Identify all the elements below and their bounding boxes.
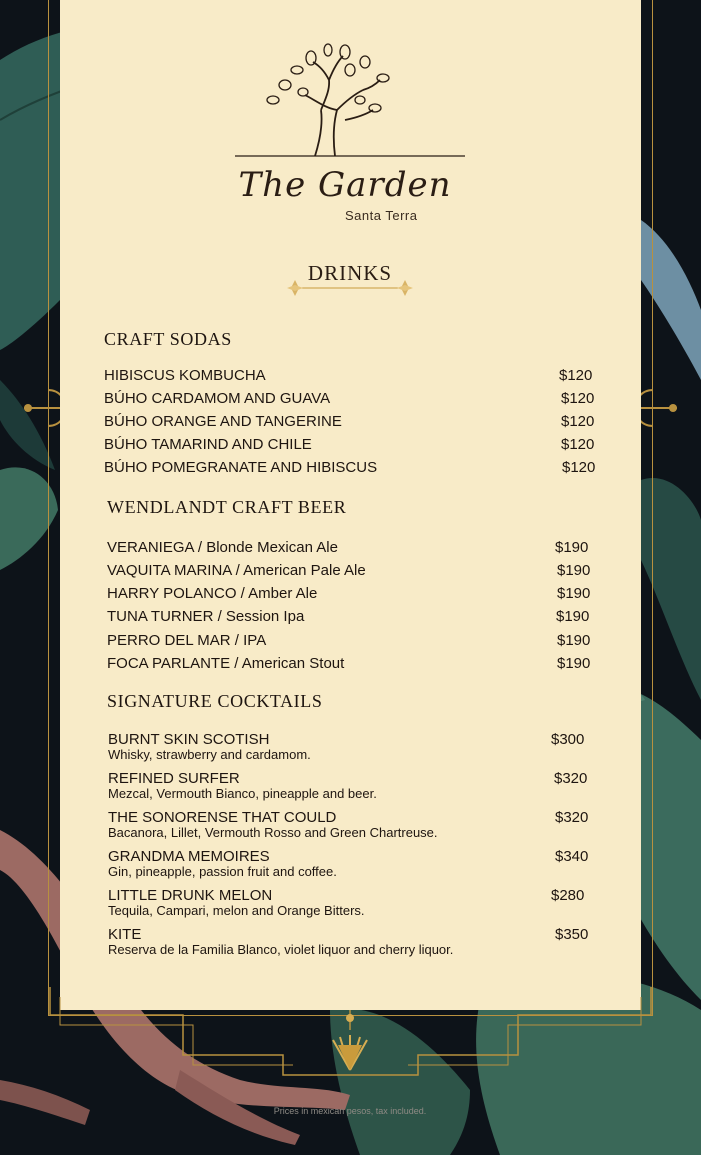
item-name: THE SONORENSE THAT COULD: [108, 809, 337, 826]
brand-subtitle: Santa Terra: [345, 208, 418, 223]
title-underline-ornament: [285, 278, 415, 300]
item-description: Gin, pineapple, passion fruit and coffee.: [108, 864, 337, 879]
item-name: BÚHO ORANGE AND TANGERINE: [104, 413, 342, 430]
item-name: TUNA TURNER / Session Ipa: [107, 608, 305, 625]
section-title: WENDLANDT CRAFT BEER: [107, 497, 347, 517]
item-price: $350: [555, 926, 589, 943]
section-title: CRAFT SODAS: [104, 329, 232, 349]
item-description: Whisky, strawberry and cardamom.: [108, 747, 311, 762]
menu-title: DRINKS: [307, 261, 393, 285]
item-name: KITE: [108, 926, 142, 943]
item-name: BÚHO POMEGRANATE AND HIBISCUS: [104, 459, 378, 476]
item-description: Bacanora, Lillet, Vermouth Rosso and Green Chartreuse.: [108, 825, 438, 840]
item-name: LITTLE DRUNK MELON: [108, 887, 273, 904]
section-title: SIGNATURE COCKTAILS: [107, 691, 323, 711]
item-description: Mezcal, Vermouth Bianco, pineapple and beer.: [108, 786, 377, 801]
item-price: $120: [561, 436, 595, 453]
item-name: HIBISCUS KOMBUCHA: [104, 367, 266, 384]
item-description: Reserva de la Familia Blanco, violet liquor and cherry liquor.: [108, 942, 454, 957]
item-price: $120: [559, 367, 593, 384]
tree-logo-icon: [225, 40, 475, 170]
item-price: $300: [551, 731, 585, 748]
brand-name: The Garden: [238, 165, 452, 205]
item-price: $190: [557, 562, 591, 579]
item-price: $320: [555, 809, 589, 826]
item-price: $320: [554, 770, 588, 787]
footer-note: Prices in mexican pesos, tax included.: [273, 1106, 427, 1116]
item-name: BÚHO CARDAMOM AND GUAVA: [104, 390, 331, 407]
item-description: Tequila, Campari, melon and Orange Bitters.: [108, 903, 365, 918]
item-price: $190: [557, 655, 591, 672]
item-price: $190: [557, 632, 591, 649]
item-name: PERRO DEL MAR / IPA: [107, 632, 267, 649]
item-price: $190: [557, 585, 591, 602]
item-name: REFINED SURFER: [108, 770, 240, 787]
item-price: $120: [561, 413, 595, 430]
item-name: GRANDMA MEMOIRES: [108, 848, 270, 865]
item-name: FOCA PARLANTE / American Stout: [107, 655, 345, 672]
item-price: $120: [561, 390, 595, 407]
bottom-frame-ornament: [48, 985, 653, 1095]
item-price: $190: [555, 539, 589, 556]
item-price: $280: [551, 887, 585, 904]
item-name: VAQUITA MARINA / American Pale Ale: [107, 562, 366, 579]
item-name: BÚHO TAMARIND AND CHILE: [104, 436, 312, 453]
item-name: VERANIEGA / Blonde Mexican Ale: [107, 539, 338, 556]
item-name: HARRY POLANCO / Amber Ale: [107, 585, 318, 602]
item-price: $190: [556, 608, 590, 625]
item-price: $120: [562, 459, 596, 476]
item-price: $340: [555, 848, 589, 865]
item-name: BURNT SKIN SCOTISH: [108, 731, 270, 748]
